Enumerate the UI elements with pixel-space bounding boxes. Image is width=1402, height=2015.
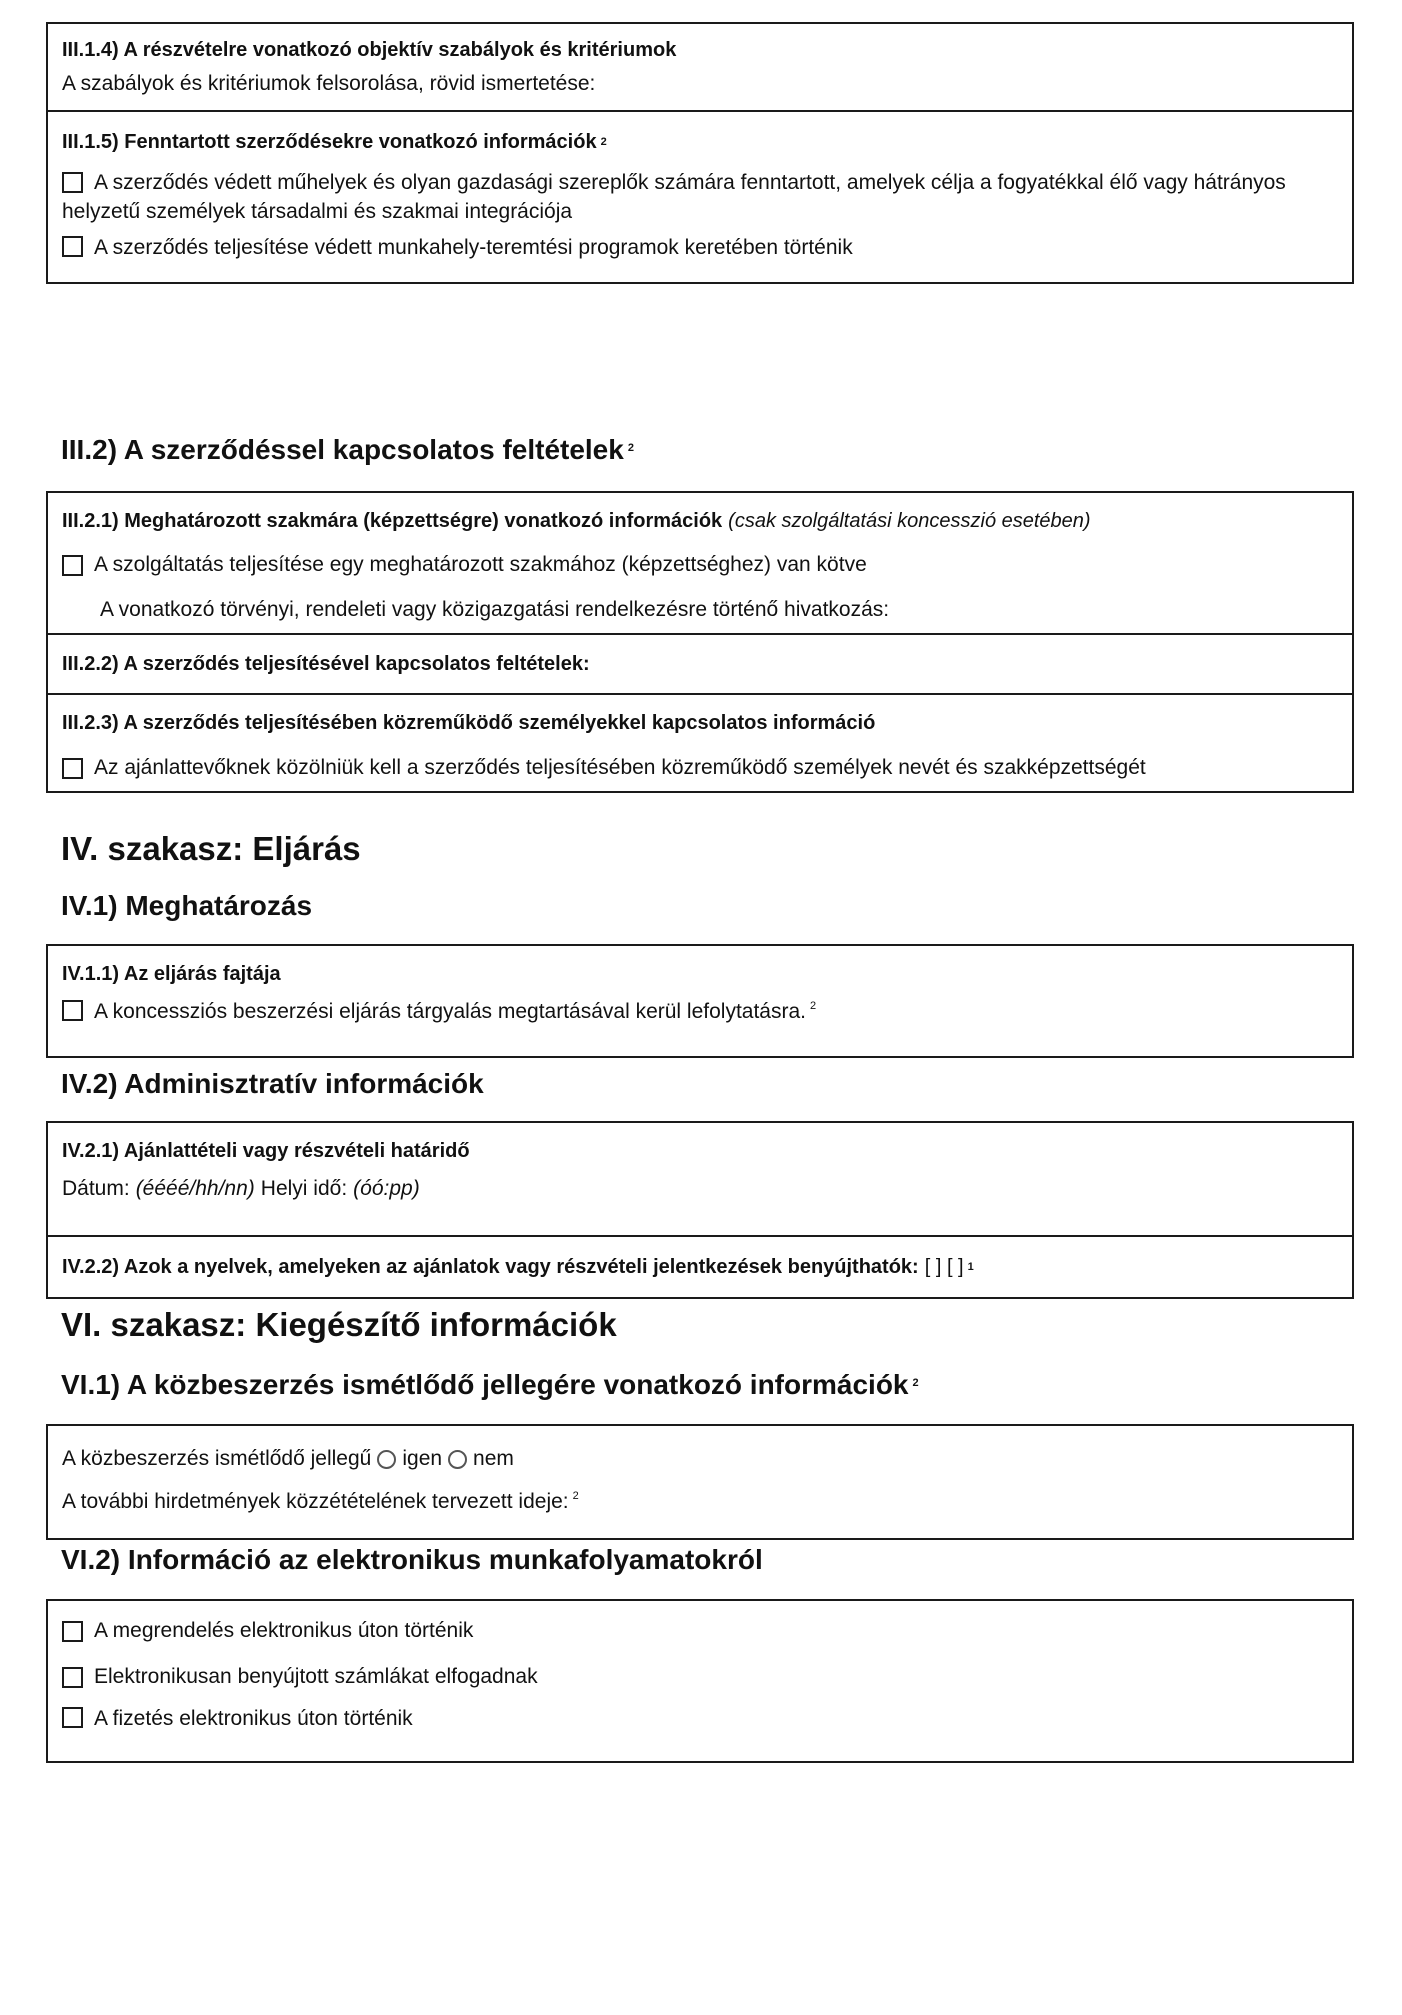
negotiation-option	[48, 996, 1352, 1056]
subsection-iii-2-3	[48, 693, 1352, 791]
e-invoicing-option	[48, 1655, 1352, 1699]
subsection-iv-2-1	[48, 1123, 1352, 1235]
subsection-title: III.2.2) A szerződés teljesítésével kapcsolatos feltételek:	[62, 652, 590, 675]
subsection-iii-1-4	[48, 24, 1352, 110]
section-box-iv-1	[46, 944, 1354, 1058]
heading-iii-2	[61, 434, 634, 466]
heading-iv-1: IV.1) Meghatározás	[61, 890, 313, 921]
footnote-ref: 2	[912, 1377, 919, 1389]
subsection-title: IV.1.1) Az eljárás fajtája	[62, 962, 281, 985]
next-notices-line	[48, 1488, 1352, 1538]
date-label: Dátum:	[62, 1177, 130, 1200]
subsection-title	[48, 1237, 1352, 1297]
subsection-title	[48, 112, 1352, 168]
recurring-no-radio[interactable]	[448, 1450, 467, 1469]
subsection-title-text: III.1.5) Fenntartott szerződésekre vonatkozó információk	[62, 130, 597, 153]
time-format: (óó:pp)	[353, 1177, 420, 1200]
e-payment-checkbox[interactable]	[62, 1707, 83, 1728]
footnote-ref: 2	[810, 1000, 817, 1012]
subsection-iii-2-1	[48, 493, 1352, 633]
heading-vi-2: VI.2) Információ az elektronikus munkafolyamatokról	[61, 1544, 763, 1575]
profession-option	[48, 543, 1352, 587]
subsection-iii-2-2	[48, 633, 1352, 693]
option-label: A megrendelés elektronikus úton történik	[94, 1619, 474, 1642]
heading-text: III.2) A szerződéssel kapcsolatos feltételek	[61, 434, 624, 465]
section-box-vi-2	[46, 1599, 1354, 1763]
date-format: (éééé/hh/nn)	[135, 1177, 255, 1200]
section-box-iii-2	[46, 491, 1354, 793]
recurring-yes-radio[interactable]	[377, 1450, 396, 1469]
staff-names-checkbox[interactable]	[62, 758, 83, 779]
e-invoicing-checkbox[interactable]	[62, 1667, 83, 1688]
subsection-iv-1-1	[48, 946, 1352, 1056]
heading-section-iv: IV. szakasz: Eljárás	[61, 830, 361, 867]
e-ordering-checkbox[interactable]	[62, 1621, 83, 1642]
deadline-line	[48, 1173, 1352, 1235]
footnote-ref: 2	[572, 1490, 579, 1502]
e-ordering-option	[48, 1601, 1352, 1655]
languages-value[interactable]: [ ] [ ]	[924, 1255, 964, 1278]
footnote-ref: 1	[967, 1261, 974, 1273]
option-label: A szolgáltatás teljesítése egy meghatározott szakmához (képzettséghez) van kötve	[94, 553, 867, 576]
subsection-iii-1-5	[48, 110, 1352, 282]
subsection-title	[48, 493, 1352, 543]
subsection-title-text: III.2.1) Meghatározott szakmára (képzettségre) vonatkozó információk	[62, 509, 723, 532]
recurring-label: A közbeszerzés ismétlődő jellegű	[62, 1447, 372, 1470]
section-box-iv-2	[46, 1121, 1354, 1299]
recurring-yes-label: igen	[402, 1447, 443, 1470]
heading-iv-2: IV.2) Adminisztratív információk	[61, 1068, 484, 1099]
reserved-option-1	[48, 168, 1352, 232]
e-payment-option	[48, 1699, 1352, 1761]
subsection-title: III.2.3) A szerződés teljesítésében közreműködő személyekkel kapcsolatos információ	[62, 711, 876, 734]
time-label: Helyi idő:	[260, 1177, 348, 1200]
heading-vi-1	[61, 1369, 919, 1401]
recurring-line	[48, 1426, 1352, 1488]
negotiation-checkbox[interactable]	[62, 1000, 83, 1021]
option-label: A szerződés teljesítése védett munkahely-teremtési programok keretében történik	[94, 236, 853, 259]
subsection-title-text: IV.2.2) Azok a nyelvek, amelyeken az ajánlatok vagy részvételi jelentkezések benyújthatók:	[62, 1255, 919, 1278]
section-box-iii-1	[46, 22, 1354, 284]
next-notices-label: A további hirdetmények közzétételének tervezett ideje:	[62, 1490, 569, 1513]
option-label: Az ajánlattevőknek közölniük kell a szerződés teljesítésében közreműködő személyek nevét és szakképzettségét	[94, 756, 1146, 779]
option-label: Elektronikusan benyújtott számlákat elfogadnak	[94, 1665, 538, 1688]
sheltered-employment-checkbox[interactable]	[62, 236, 83, 257]
reserved-option-2	[48, 232, 1352, 282]
section-box-vi-1	[46, 1424, 1354, 1540]
legal-reference-text: A vonatkozó törvényi, rendeleti vagy közigazgatási rendelkezésre történő hivatkozás:	[100, 598, 890, 621]
option-label: A szerződés védett műhelyek és olyan gazdasági szereplők számára fenntartott, amelyek célja a fogyatékkal élő vagy hátrányos helyzetű személyek társadalmi és szakmai integrációja	[62, 171, 1286, 223]
subsection-iv-2-2	[48, 1235, 1352, 1297]
heading-section-vi: VI. szakasz: Kiegészítő információk	[61, 1306, 617, 1343]
option-label: A fizetés elektronikus úton történik	[94, 1707, 413, 1730]
footnote-ref: 2	[600, 136, 607, 148]
rules-text: A szabályok és kritériumok felsorolása, rövid ismertetése:	[62, 72, 596, 95]
staff-names-option	[48, 745, 1352, 791]
option-label: A koncessziós beszerzési eljárás tárgyalás megtartásával kerül lefolytatásra.	[94, 1000, 806, 1023]
subsection-title: IV.2.1) Ajánlattételi vagy részvételi határidő	[62, 1139, 470, 1162]
footnote-ref: 2	[627, 442, 634, 454]
subsection-note: (csak szolgáltatási koncesszió esetében)	[728, 509, 1091, 532]
subsection-title: III.1.4) A részvételre vonatkozó objektív szabályok és kritériumok	[62, 38, 677, 61]
recurring-no-label: nem	[473, 1447, 514, 1470]
heading-text: VI.1) A közbeszerzés ismétlődő jellegére vonatkozó információk	[61, 1369, 909, 1400]
profession-checkbox[interactable]	[62, 555, 83, 576]
